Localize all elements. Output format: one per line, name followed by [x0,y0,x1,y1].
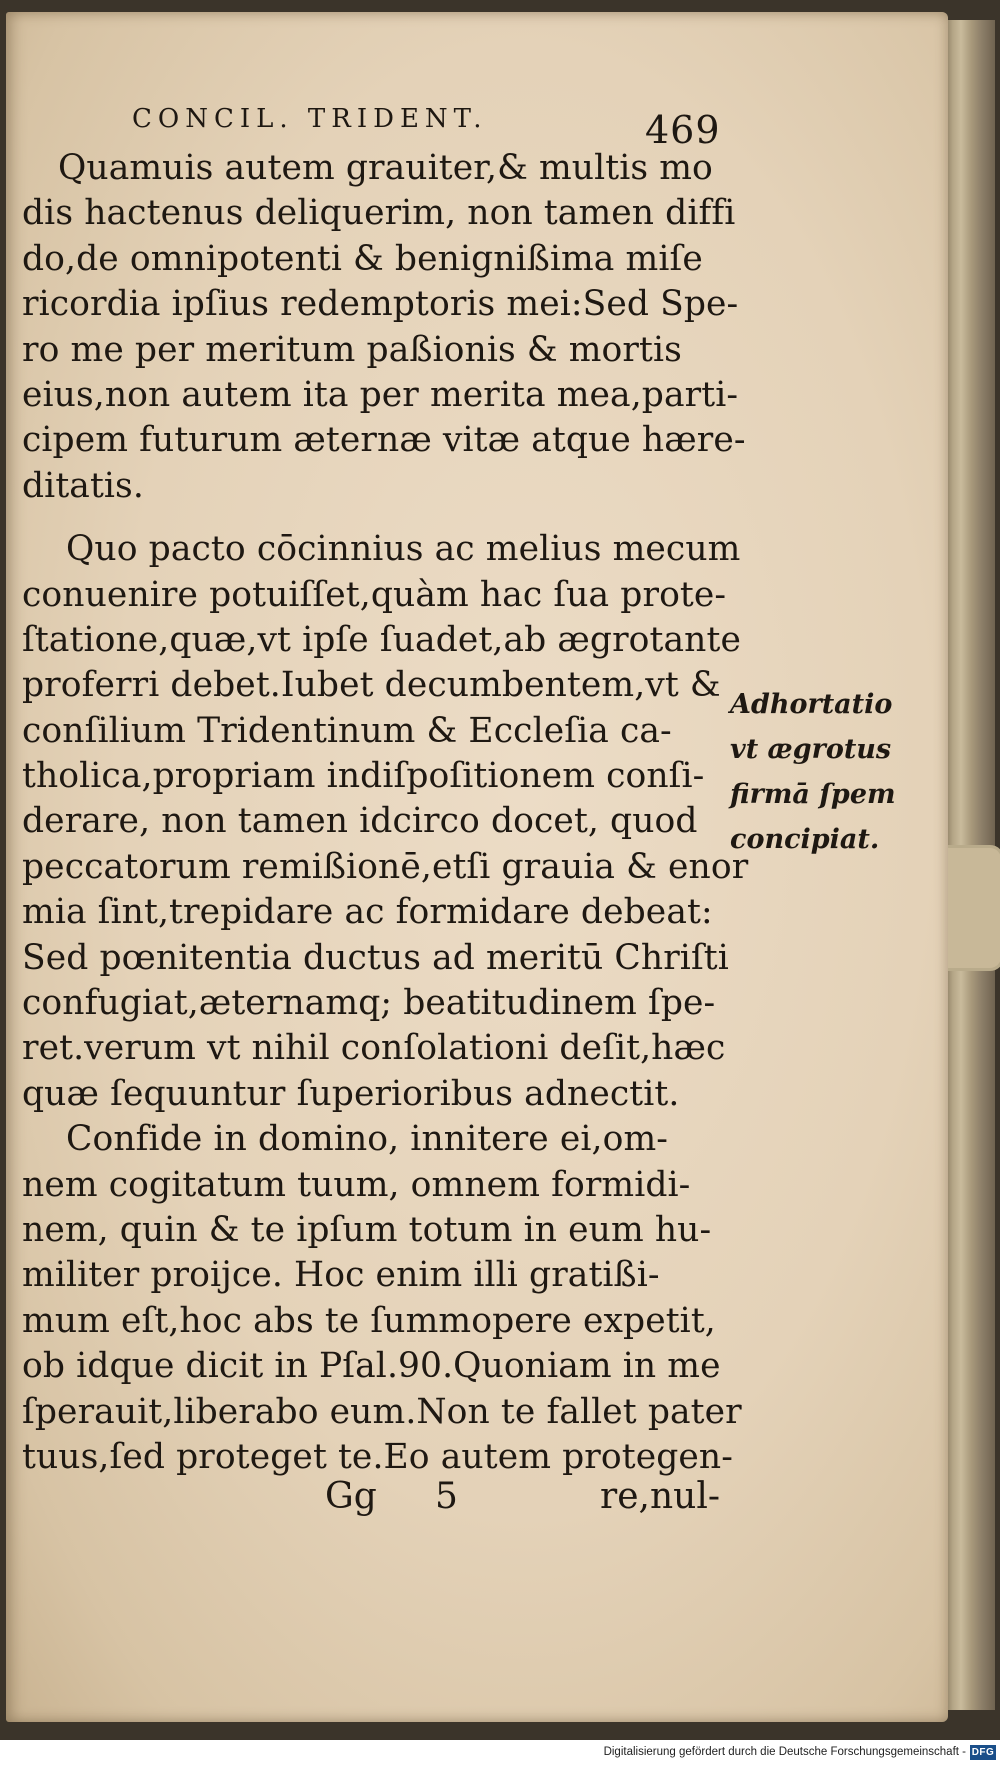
catchword: re,nul- [600,1476,721,1517]
marginal-note-line: concipiat. [730,824,880,855]
text-line: conſilium Tridentinum & Eccleſia ca- [22,710,672,751]
text-line: ret.verum vt nihil conſolationi deſit,hæc [22,1028,726,1069]
text-line: ſtatione,quæ,vt ipſe ſuadet,ab ægrotante [22,619,741,660]
dfg-logo: DFG [971,1747,995,1758]
signature-mark: Gg [325,1476,377,1517]
marginal-note-line: firmā ſpem [730,779,896,810]
text-line: mia ſint,trepidare ac formidare debeat: [22,892,713,933]
text-line: tholica,propriam indiſpoſitionem conſi- [22,756,705,797]
text-line: ro me per meritum paßionis & mortis [22,329,682,370]
signature-number: 5 [435,1476,458,1517]
marginal-note [730,682,930,862]
text-line: derare, non tamen idcirco docet, quod [22,801,698,842]
funding-credit: Digitalisierung gefördert durch die Deutsche Forschungsgemeinschaft - [603,1746,966,1758]
running-head: CONCIL. TRIDENT. [132,104,488,134]
text-line: militer proijce. Hoc enim illi gratißi- [22,1255,660,1296]
text-line: ob idque dicit in Pſal.90.Quoniam in me [22,1346,721,1387]
text-line: confugiat,æternamq; beatitudinem ſpe- [22,983,716,1024]
marginal-note-line: Adhortatio [730,689,893,720]
text-line: ſperauit,liberabo eum.Non te fallet pater [22,1391,742,1432]
text-line: do,de omnipotenti & benignißima miſe [22,238,703,279]
text-line: ditatis. [22,465,144,506]
text-line: peccatorum remißionē,etſi grauia & enor [22,846,749,887]
text-line: tuus,ſed proteget te.Eo autem protegen- [22,1436,733,1477]
text-line: proferri debet.Iubet decumbentem,vt & [22,665,721,706]
text-line: Quamuis autem grauiter,& multis mo [58,148,713,188]
marginal-note-line: vt ægrotus [730,734,892,765]
text-line: mum eſt,hoc abs te ſummopere expetit, [22,1300,716,1341]
text-line: cipem futurum æternæ vitæ atque hære- [22,420,746,461]
text-line: ricordia ipſius redemptoris mei:Sed Spe- [22,284,739,325]
text-line: dis hactenus deliquerim, non tamen diffi [22,193,736,234]
footer-bar [0,1742,1000,1765]
text-line: Confide in domino, innitere ei,om- [66,1119,669,1160]
text-line: Sed pœnitentia ductus ad meritū Chriſti [22,937,729,978]
text-line: quæ ſequuntur ſuperioribus adnectit. [22,1073,680,1114]
body-text [22,146,749,1480]
page-number: 469 [645,108,721,152]
text-line: nem, quin & te ipſum totum in eum hu- [22,1209,712,1250]
text-line: conuenire potuiſſet,quàm hac ſua prote- [22,574,727,615]
text-line: Quo pacto cōcinnius ac melius mecum [66,529,741,570]
text-line: eius,non autem ita per merita mea,parti- [22,374,739,415]
text-line: nem cogitatum tuum, omnem formidi- [22,1164,691,1205]
